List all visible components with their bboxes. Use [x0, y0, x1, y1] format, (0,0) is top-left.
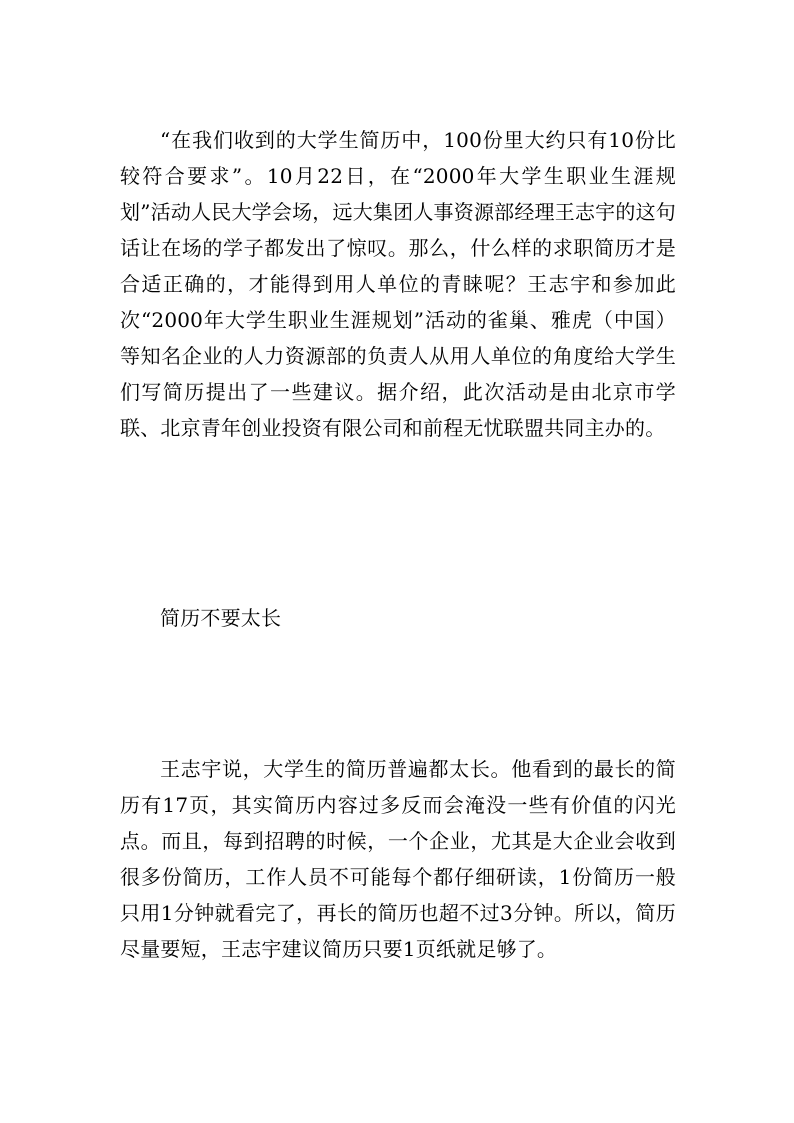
section-heading: 简历不要太长	[160, 606, 282, 630]
body-paragraph: 王志宇说，大学生的简历普遍都太长。他看到的最长的简历有17页，其实简历内容过多反而会淹没一些有价值的闪光点。而且，每到招聘的时候，一个企业，尤其是大企业会收到很多份简历，工作人员不可能每个都仔细研读，1份简历一般只用1分钟就看完了，再长的简历也超不过3分钟。所以，简历尽量要短，王志宇建议简历只要1页纸就足够了。	[120, 757, 676, 961]
intro-paragraph: “在我们收到的大学生简历中，100份里大约只有10份比较符合要求”。10月22日，在“2000年大学生职业生涯规划”活动人民大学会场，远大集团人事资源部经理王志宇的这句话让在场的学子都发出了惊叹。那么，什么样的求职简历才是合适正确的，才能得到用人单位的青睐呢？王志宇和参加此次“2000年大学生职业生涯规划”活动的雀巢、雅虎（中国）等知名企业的人力资源部的负责人从用人单位的角度给大学生们写简历提出了一些建议。据介绍，此次活动是由北京市学联、北京青年创业投资有限公司和前程无忧联盟共同主办的。	[120, 128, 676, 440]
